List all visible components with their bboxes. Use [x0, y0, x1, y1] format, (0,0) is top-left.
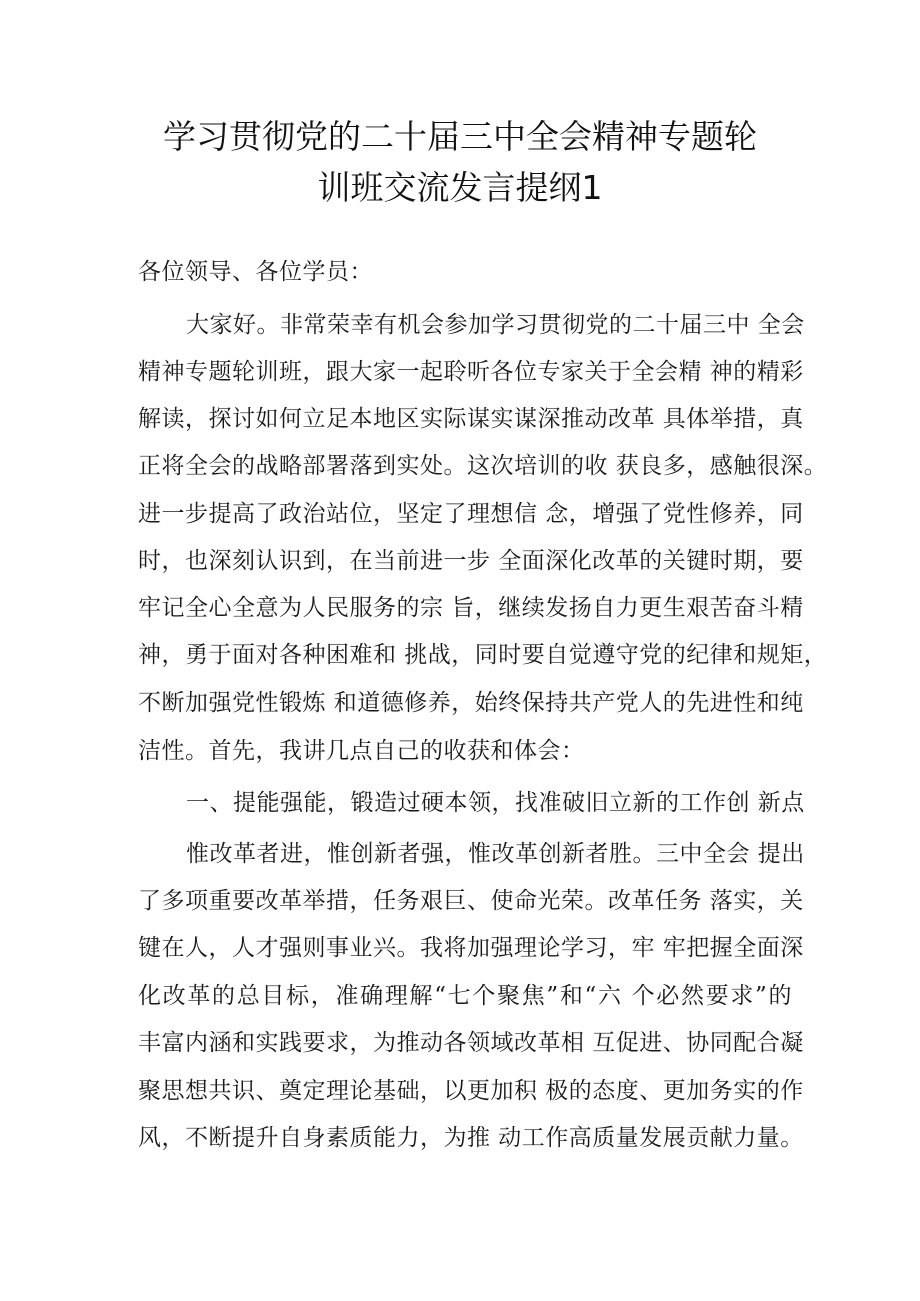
section-heading: 一、提能强能，锻造过硬本领，找准破旧立新的工作创 新点 — [186, 790, 805, 816]
paragraph-line: 丰富内涵和实践要求，为推动各领域改革相 互促进、协同配合凝 — [138, 1030, 804, 1056]
paragraph-line: 时，也深刻认识到，在当前进一步 全面深化改革的关键时期，要 — [138, 548, 804, 574]
salutation: 各位领导、各位学员： — [138, 259, 373, 285]
paragraph-line: 正将全会的战略部署落到实处。这次培训的收 获良多，感触很深。 — [138, 453, 828, 479]
paragraph-line: 化改革的总目标，准确理解“七个聚焦”和“六 个必然要求”的 — [138, 983, 792, 1009]
paragraph-line: 大家好。非常荣幸有机会参加学习贯彻党的二十届三中 全会 — [186, 312, 805, 338]
paragraph-line: 惟改革者进，惟创新者强，惟改革创新者胜。三中全会 提出 — [186, 841, 805, 867]
paragraph-line: 解读，探讨如何立足本地区实际谋实谋深推动改革 具体举措，真 — [138, 406, 804, 432]
paragraph-line: 精神专题轮训班，跟大家一起聆听各位专家关于全会精 神的精彩 — [138, 359, 804, 385]
paragraph-line: 牢记全心全意为人民服务的宗 旨，继续发扬自力更生艰苦奋斗精 — [138, 595, 804, 621]
paragraph-line: 聚思想共识、奠定理论基础，以更加积 极的态度、更加务实的作 — [138, 1078, 804, 1104]
document-title-line-2: 训班交流发言提纲1 — [317, 168, 603, 207]
paragraph-line: 了多项重要改革举措，任务艰巨、使命光荣。改革任务 落实，关 — [138, 888, 804, 914]
document-title-line-1: 学习贯彻党的二十届三中全会精神专题轮 — [163, 117, 757, 156]
paragraph-line: 不断加强党性锻炼 和道德修养，始终保持共产党人的先进性和纯 — [138, 690, 804, 716]
paragraph-line: 进一步提高了政治站位，坚定了理想信 念，增强了党性修养，同 — [138, 501, 804, 527]
paragraph-line: 洁性。首先，我讲几点自己的收获和体会： — [138, 738, 585, 764]
paragraph-line: 神，勇于面对各种困难和 挑战，同时要自觉遵守党的纪律和规矩， — [138, 642, 828, 668]
paragraph-line: 风，不断提升自身素质能力，为推 动工作高质量发展贡献力量。 — [138, 1125, 804, 1151]
paragraph-line: 键在人，人才强则事业兴。我将加强理论学习，牢 牢把握全面深 — [138, 935, 804, 961]
